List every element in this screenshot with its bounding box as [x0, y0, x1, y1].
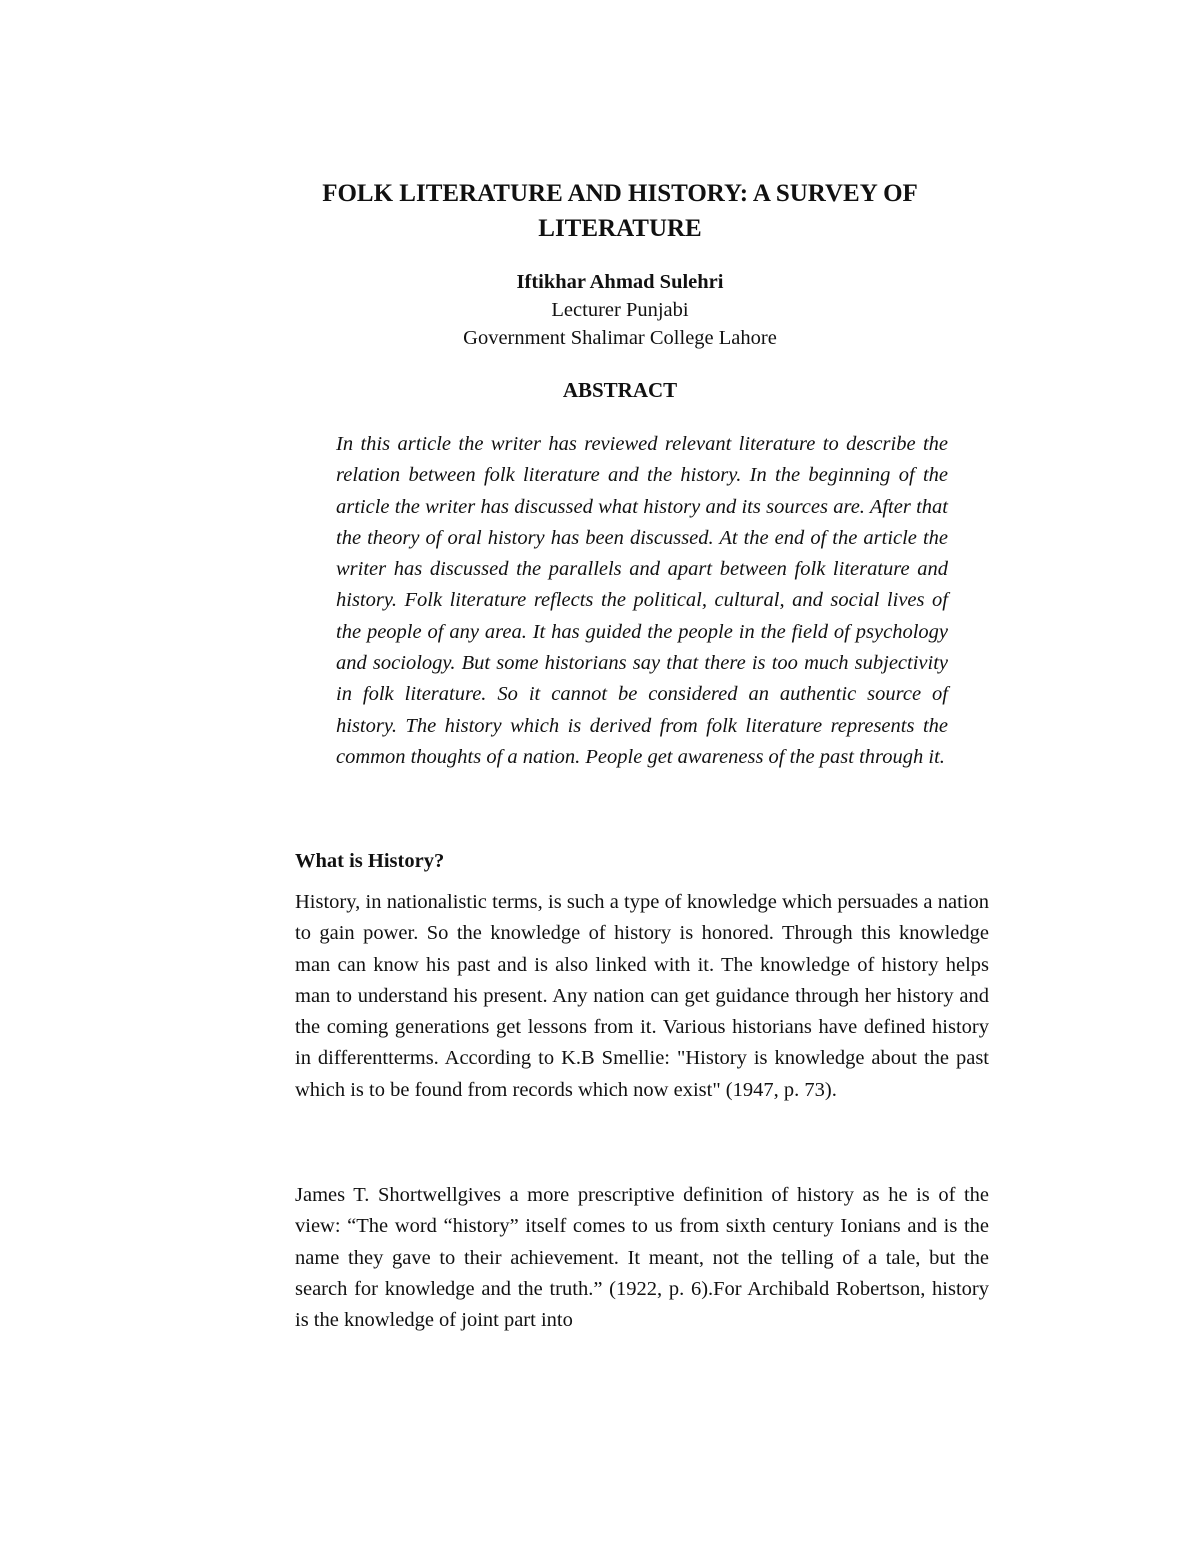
- author-position: Lecturer Punjabi: [551, 299, 689, 321]
- body-paragraph: James T. Shortwellgives a more prescriptive definition of history as he is of the view: “The word “history” itself comes to us from sixth century Ionians and is the name they gave to their achievement. It meant, not the telling of a tale, but the search for knowledge and the truth.” (1922, p. 6).For Archibald Robertson, history is the knowledge of joint part into: [295, 1184, 989, 1332]
- body-paragraph: History, in nationalistic terms, is such a type of knowledge which persuades a nation to gain power. So the knowledge of history is honored. Through this knowledge man can know his past and is also linked with it. The knowledge of history helps man to understand his present. Any nation can get guidance through her history and the coming generations get lessons from it. Various historians have defined history in differentterms. According to K.B Smellie: "History is knowledge about the past which is to be found from records which now exist" (1947, p. 73).: [295, 891, 989, 1101]
- abstract-text: In this article the writer has reviewed relevant literature to describe the relation between folk literature and the history. In the beginning of the article the writer has discussed what history and its sources are. After that the theory of oral history has been discussed. At the end of the article the writer has discussed the parallels and apart between folk literature and history. Folk literature reflects the political, cultural, and social lives of the people of any area. It has guided the people in the field of psychology and sociology. But some historians say that there is too much subjectivity in folk literature. So it cannot be considered an authentic source of history. The history which is derived from folk literature represents the common thoughts of a nation. People get awareness of the past through it.: [336, 433, 948, 768]
- paper-title: FOLK LITERATURE AND HISTORY: A SURVEY OF LITERATURE: [322, 180, 918, 242]
- author-affiliation: Government Shalimar College Lahore: [463, 327, 777, 349]
- section-heading: What is History?: [295, 850, 445, 872]
- author-block: [250, 268, 990, 352]
- author-name: Iftikhar Ahmad Sulehri: [516, 271, 724, 293]
- abstract-heading: ABSTRACT: [562, 378, 678, 402]
